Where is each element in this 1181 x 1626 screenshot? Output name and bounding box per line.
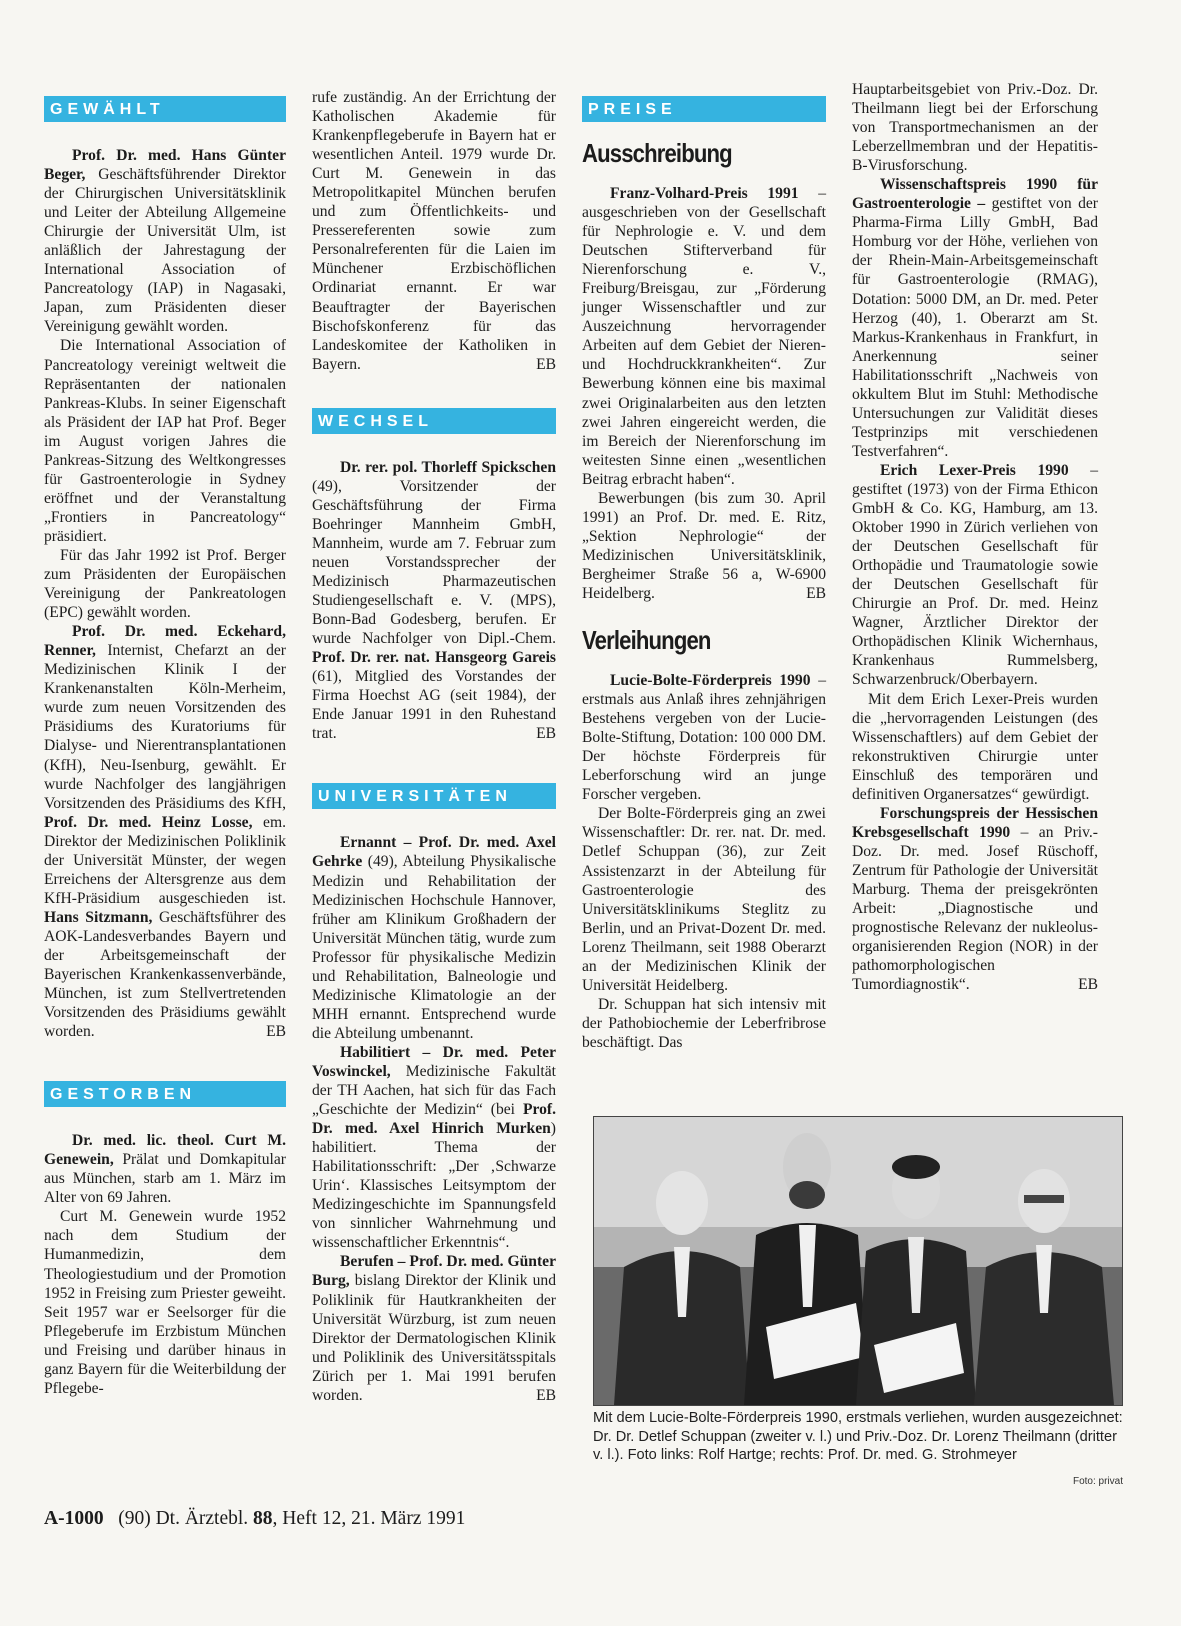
person-name: Berufen – Prof. Dr. med. Günter Burg,: [312, 1253, 556, 1290]
person-name: Ernannt – Prof. Dr. med. Axel Gehrke: [312, 834, 556, 871]
article-paragraph: Die International Association of Pancreatology vereinigt weltweit die Repräsentanten der nationalen Pankreas-Klubs. In seiner Eigenschaft als Präsident der IAP hat Prof. Beger im August vorigen Jahres die Pankreas-Sitzung des Weltkongresses für Gastroenterologie in Sydney eröffnet und der Veranstaltung „Frontiers in Pancreatology“ präsidiert.: [44, 337, 286, 545]
article-text: rufe zuständig. An der Errichtung der Katholischen Akademie für Krankenpflegeberufe in Bayern hat er wesentlichen Anteil. 1979 wurde Dr. Curt M. Genewein in das Metropolitkapitel München berufen und zum Öffentlichkeits- und Pressereferenten sowie zum Personalreferenten für die Laien im Münchener Erzbischöflichen Ordinariat ernannt. Er war Beauftragter der Bayerischen Bischofskonferenz für das Landeskomitee der Katholiken in Bayern.: [312, 89, 556, 373]
photo-credit: Foto: privat: [1072, 1476, 1123, 1487]
prize-name: Lucie-Bolte-Förderpreis 1990: [610, 672, 811, 690]
article-burg: [312, 1252, 556, 1404]
article-paragraph: [582, 489, 826, 603]
column-3: [582, 88, 826, 1052]
article-text: Prälat und Domkapitular aus München, starb am 1. März im Alter von 69 Jahren.: [44, 1151, 286, 1207]
article-text: Bewerbungen (bis zum 30. April 1991) an Prof. Dr. med. E. Ritz, „Sektion Nephrologie“ der Medizinischen Universitätsklinik, Bergheimer Straße 56 a, W-6900 Heidelberg.: [582, 489, 826, 602]
headline-ausschreibung: Ausschreibung: [582, 138, 732, 168]
section-header-universitaeten: UNIVERSITÄTEN: [312, 783, 556, 809]
author-signature: EB: [1078, 976, 1098, 994]
person-name: Dr. med. lic. theol. Curt M. Genewein,: [44, 1132, 286, 1169]
author-signature: EB: [536, 355, 556, 373]
photo-caption: Mit dem Lucie-Bolte-Förderpreis 1990, erstmals verliehen, wurden ausgezeichnet: Dr. Dr. Detlef Schuppan (zweiter v. l.) und Priv.-Doz. Dr. Lorenz Theilmann (dritter v. l.). Foto links: Rolf Hartge; rechts: Prof. Dr. med. G. Strohmeyer: [593, 1410, 1123, 1463]
article-text: – gestiftet (1973) von der Firma Ethicon GmbH & Co. KG, Hamburg, am 13. Oktober 1990 in Zürich verliehen von der Deutschen Gesellschaft für Orthopädie und Traumatologie sowie der Deutschen Gesellschaft für Chirurgie an Prof. Dr. med. Heinz Wagner, Ärztlicher Direktor der Orthopädischen Klinik Wichernhaus, Krankenhaus Rummelsberg, Schwarzenbruck/Oberbayern.: [852, 461, 1099, 689]
article-paragraph: [312, 88, 556, 374]
article-beger: [44, 146, 286, 336]
author-signature: EB: [266, 1023, 286, 1041]
person-name: Prof. Dr. med. Heinz Losse,: [44, 813, 253, 831]
article-lucie-bolte: [582, 671, 826, 804]
article-wissenschaftspreis: [852, 175, 1098, 461]
page-footer: [44, 1508, 465, 1530]
article-text: (61), Mitglied des Vorstandes der Firma Hoechst AG (seit 1984), der Ende Januar 1991 in den Ruhestand trat.: [312, 668, 556, 743]
article-text: Internist, Chefarzt an der Medizinischen Klinik I der Krankenanstalten Köln-Merheim, wurde zum neuen Vorsitzenden des Präsidiums des Kuratoriums für Dialyse- und Nierentransplantationen (KfH), Neu-Isenburg, gewählt. Er wurde Nachfolger des langjährigen Vorsitzenden des Präsidiums des KfH,: [44, 642, 286, 812]
article-paragraph: Der Bolte-Förderpreis ging an zwei Wissenschaftler: Dr. rer. nat. Dr. med. Detlef Schuppan (36), zur Zeit Assistenzarzt in der Abteilung für Gastroenterologie des Universitätsklinikums Steglitz zu Berlin, und an Privat-Dozent Dr. med. Lorenz Theilmann, seit 1988 Oberarzt an der Medizinischen Klinik der Universität Heidelberg.: [582, 805, 826, 994]
headline-verleihungen: Verleihungen: [582, 625, 711, 656]
article-gehrke: [312, 833, 556, 1043]
column-2: [312, 88, 556, 1405]
person-name: Hans Sitzmann,: [44, 908, 153, 926]
prize-name: Forschungspreis der Hessischen Krebsgesellschaft 1990: [852, 804, 1098, 841]
page-number: A-1000: [44, 1508, 104, 1529]
award-photo: [593, 1116, 1123, 1406]
article-forschungspreis: [852, 804, 1098, 994]
article-text: – ausgeschrieben von der Gesellschaft für Nephrologie e. V. und dem Deutschen Stifterverband für Nierenforschung e. V., Freiburg/Breisgau, zur „Förderung junger Wissenschaftler und zur Auszeichnung hervorragender Arbeiten auf dem Gebiet der Nieren- und Hochdruckkrankheiten“. Zur Bewerbung können eine bis maximal zwei Originalarbeiten aus den letzten zwei Jahren eingereicht werden, die im Bereich der Nierenforschung im weitesten Sinne einen „wesentlichen Beitrag erbracht haben“.: [582, 185, 826, 488]
article-text: (49), Abteilung Physikalische Medizin und Rehabilitation der Medizinischen Hochschule Hannover, früher am Klinikum Großhadern der Universität München tätig, wurde zum Professor für physikalische Medizin und Rehabilitation, Balneologie und Medizinische Klimatologie an der MHH ernannt. Entsprechend wurde die Abteilung umbenannt.: [312, 853, 556, 1042]
article-text: Geschäftsführer des AOK-Landesverbandes Bayern und der Arbeitsgemeinschaft der Bayerischen Krankenkassenverbände, München, ist zum Stellvertretenden Vorsitzenden des Präsidiums gewählt worden.: [44, 908, 286, 1041]
article-text: (49), Vorsitzender der Geschäftsführung der Firma Boehringer Mannheim GmbH, Mannheim, wurde am 7. Februar zum neuen Vorstandssprecher der Medizinisch Pharmazeutischen Studiengesellschaft e. V. (MPS), Bonn-Bad Godesberg, berufen. Er wurde Nachfolger von Dipl.-Chem.: [312, 477, 556, 648]
person-name: Prof. Dr. med. Hans Günter Beger,: [44, 147, 286, 184]
article-paragraph: Für das Jahr 1992 ist Prof. Berger zum Präsidenten der Europäischen Vereinigung der Pankreatologen (EPC) gewählt worden.: [44, 546, 286, 622]
article-text: bislang Direktor der Klinik und Poliklinik für Hautkrankheiten der Universität Würzburg, ist zum neuen Direktor der Dermatologischen Klinik und Poliklinik des Universitätsspitals Zürich per 1. Mai 1991 berufen worden.: [312, 1272, 556, 1404]
article-text: em. Direktor der Medizinischen Poliklinik der Universität Münster, der wegen Erreichens der Altersgrenze aus dem KfH-Präsidium ausgeschieden ist.: [44, 813, 286, 907]
article-franz-volhard: [582, 184, 826, 489]
author-signature: EB: [806, 584, 826, 602]
person-name: Habilitiert – Dr. med. Peter Voswinckel,: [312, 1043, 556, 1080]
prize-name: Franz-Volhard-Preis 1991: [610, 185, 799, 202]
article-text: – erstmals aus Anlaß ihres zehnjährigen Bestehens vergeben von der Lucie-Bolte-Stiftung, Dotation: 100 000 DM. Der höchste Förderpreis für Leberforschung wird an junge Forscher vergeben.: [582, 672, 826, 804]
column-4: [852, 80, 1098, 994]
article-genewein: [44, 1131, 286, 1207]
article-text: Geschäftsführender Direktor der Chirurgischen Universitätsklinik und Leiter der Abteilung Allgemeine Chirurgie der Universität Ulm, ist anläßlich der Jahrestagung der International Association of Pancreatology (IAP) in Nagasaki, Japan, zum Präsidenten dieser Vereinigung gewählt worden.: [44, 166, 286, 336]
article-spickschen: [312, 458, 556, 744]
article-paragraph: Hauptarbeitsgebiet von Priv.-Doz. Dr. Theilmann liegt bei der Erforschung von Transportmechanismen an der Leberzellmembran und der Hepatitis-B-Virusforschung.: [852, 81, 1098, 175]
journal-name: (90) Dt. Ärztebl.: [118, 1508, 249, 1529]
section-header-gewaehlt: GEWÄHLT: [44, 96, 286, 122]
article-renner: [44, 622, 286, 1041]
prize-name: Erich Lexer-Preis 1990: [880, 461, 1069, 479]
article-paragraph: Mit dem Erich Lexer-Preis wurden die „hervorragenden Leistungen (des Wissenschaftlers) auf dem Gebiet der rekonstruktiven Chirurgie unter Einschluß des temporären und definitiven Organersatzes“ gewürdigt.: [852, 690, 1098, 803]
article-text: gestiftet von der Pharma-Firma Lilly GmbH, Bad Homburg vor der Höhe, verliehen von der Rhein-Main-Arbeitsgemeinschaft für Gastroenterologie (RMAG), Dotation: 5000 DM, an Dr. med. Peter Herzog (40), 1. Oberarzt am St. Markus-Krankenhaus in Frankfurt, in Anerkennung seiner Habilitationsschrift „Nachweis von okkultem Blut im Stuhl: Methodische Untersuchungen zur Validität dieses Testprinzips mit verschiedenen Testverfahren“.: [852, 195, 1098, 460]
person-name: Dr. rer. pol. Thorleff Spickschen: [340, 458, 556, 476]
article-erich-lexer: [852, 461, 1098, 690]
photo-illustration: [594, 1117, 1122, 1405]
section-header-wechsel: WECHSEL: [312, 408, 556, 434]
column-1: [44, 88, 286, 1398]
author-signature: EB: [536, 725, 556, 743]
journal-volume: 88: [253, 1508, 273, 1529]
article-paragraph: Curt M. Genewein wurde 1952 nach dem Studium der Humanmedizin, dem Theologiestudium und der Promotion 1952 in Freising zum Priester geweiht. Seit 1957 war er Seelsorger für die Pflegeberufe im Erzbistum München und Freising und darüber hinaus in ganz Bayern für die Weiterbildung der Pflegebe-: [44, 1208, 286, 1397]
article-voswinckel: [312, 1043, 556, 1253]
author-signature: EB: [536, 1386, 556, 1404]
article-text: – an Priv.-Doz. Dr. med. Josef Rüschoff, Zentrum für Pathologie der Universität Marburg. Thema der preisgekrönten Arbeit: „Diagnostische und prognostische Relevanz der nukleolus-organisierenden Region (NOR) in der pathomorphologischen Tumordiagnostik“.: [852, 823, 1098, 994]
article-paragraph: Dr. Schuppan hat sich intensiv mit der Pathobiochemie der Leberfribrose beschäftigt. Das: [582, 995, 826, 1051]
person-name: Prof. Dr. med. Eckehard, Renner,: [44, 623, 286, 660]
journal-issue: , Heft 12, 21. März 1991: [272, 1508, 466, 1529]
person-name: Prof. Dr. med. Axel Hinrich Murken: [312, 1101, 556, 1138]
prize-name: Wissenschaftspreis 1990 für Gastroenterologie –: [852, 176, 1098, 213]
section-header-gestorben: GESTORBEN: [44, 1081, 286, 1107]
person-name: Prof. Dr. rer. nat. Hansgeorg Gareis: [312, 649, 556, 667]
section-header-preise: PREISE: [582, 96, 826, 122]
article-text: ) habilitiert. Thema der Habilitationsschrift: „Der ‚Schwarze Urin‘. Klassisches Leitsymptom der Medizingeschichte im Spannungsfeld von sinnlicher Wahrnehmung und wissenschaftlicher Erkenntnis“.: [312, 1120, 556, 1252]
article-text: Medizinische Fakultät der TH Aachen, hat sich für das Fach „Geschichte der Medizin“ (bei: [312, 1062, 556, 1119]
